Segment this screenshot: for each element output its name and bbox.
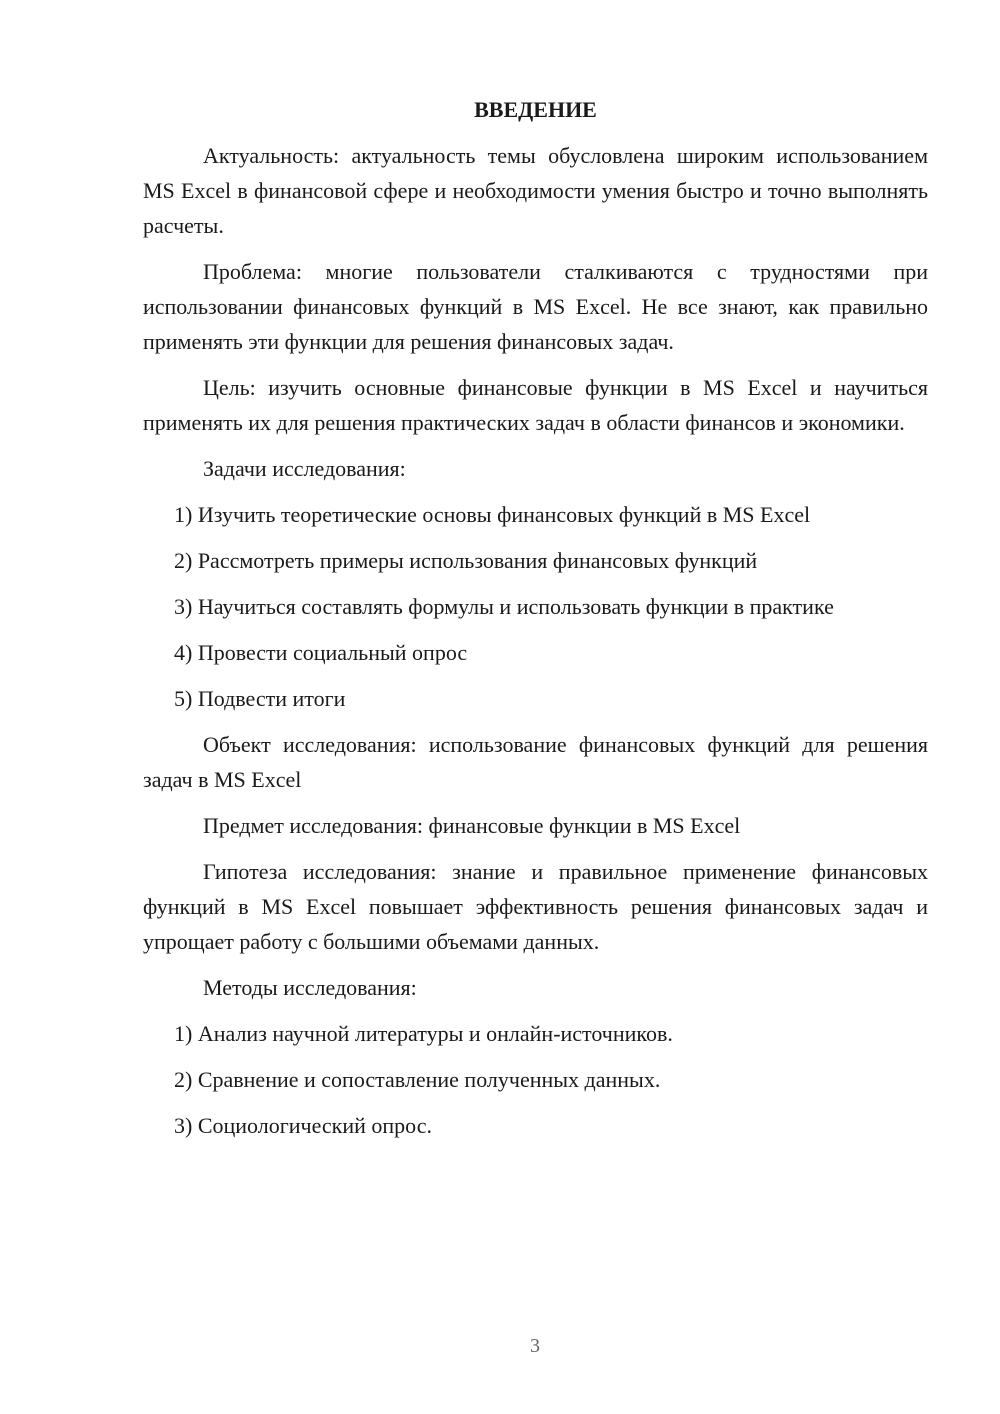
page-number: 3	[530, 1335, 540, 1357]
tasks-list	[143, 497, 928, 716]
list-item: 1) Анализ научной литературы и онлайн-источников.	[174, 1021, 673, 1046]
list-item: 3) Научиться составлять формулы и использовать функции в практике	[174, 594, 834, 619]
hypothesis-paragraph: Гипотеза исследования: знание и правильное применение финансовых функций в MS Excel повышает эффективность решения финансовых задач и упрощает работу с большими объемами данных.	[143, 859, 928, 954]
relevance-paragraph: Актуальность: актуальность темы обусловлена широким использованием MS Excel в финансовой сфере и необходимости умения быстро и точно выполнять расчеты.	[143, 143, 928, 238]
list-item: 2) Сравнение и сопоставление полученных данных.	[174, 1067, 661, 1092]
goal-paragraph: Цель: изучить основные финансовые функции в MS Excel и научиться применять их для решения практических задач в области финансов и экономики.	[143, 375, 928, 435]
methods-list	[143, 1016, 928, 1143]
list-item: 1) Изучить теоретические основы финансовых функций в MS Excel	[174, 502, 811, 527]
list-item: 2) Рассмотреть примеры использования финансовых функций	[174, 548, 758, 573]
subject-paragraph: Предмет исследования: финансовые функции в MS Excel	[203, 813, 741, 838]
tasks-label: Задачи исследования:	[203, 456, 406, 481]
section-title: ВВЕДЕНИЕ	[474, 97, 597, 122]
problem-paragraph: Проблема: многие пользователи сталкиваются с трудностями при использовании финансовых функций в MS Excel. Не все знают, как правильно применять эти функции для решения финансовых задач.	[143, 259, 928, 354]
methods-label: Методы исследования:	[203, 975, 417, 1000]
document-page	[143, 92, 928, 1154]
object-paragraph: Объект исследования: использование финансовых функций для решения задач в MS Excel	[143, 732, 928, 792]
list-item: 3) Социологический опрос.	[174, 1113, 432, 1138]
list-item: 5) Подвести итоги	[174, 686, 346, 711]
list-item: 4) Провести социальный опрос	[174, 640, 468, 665]
